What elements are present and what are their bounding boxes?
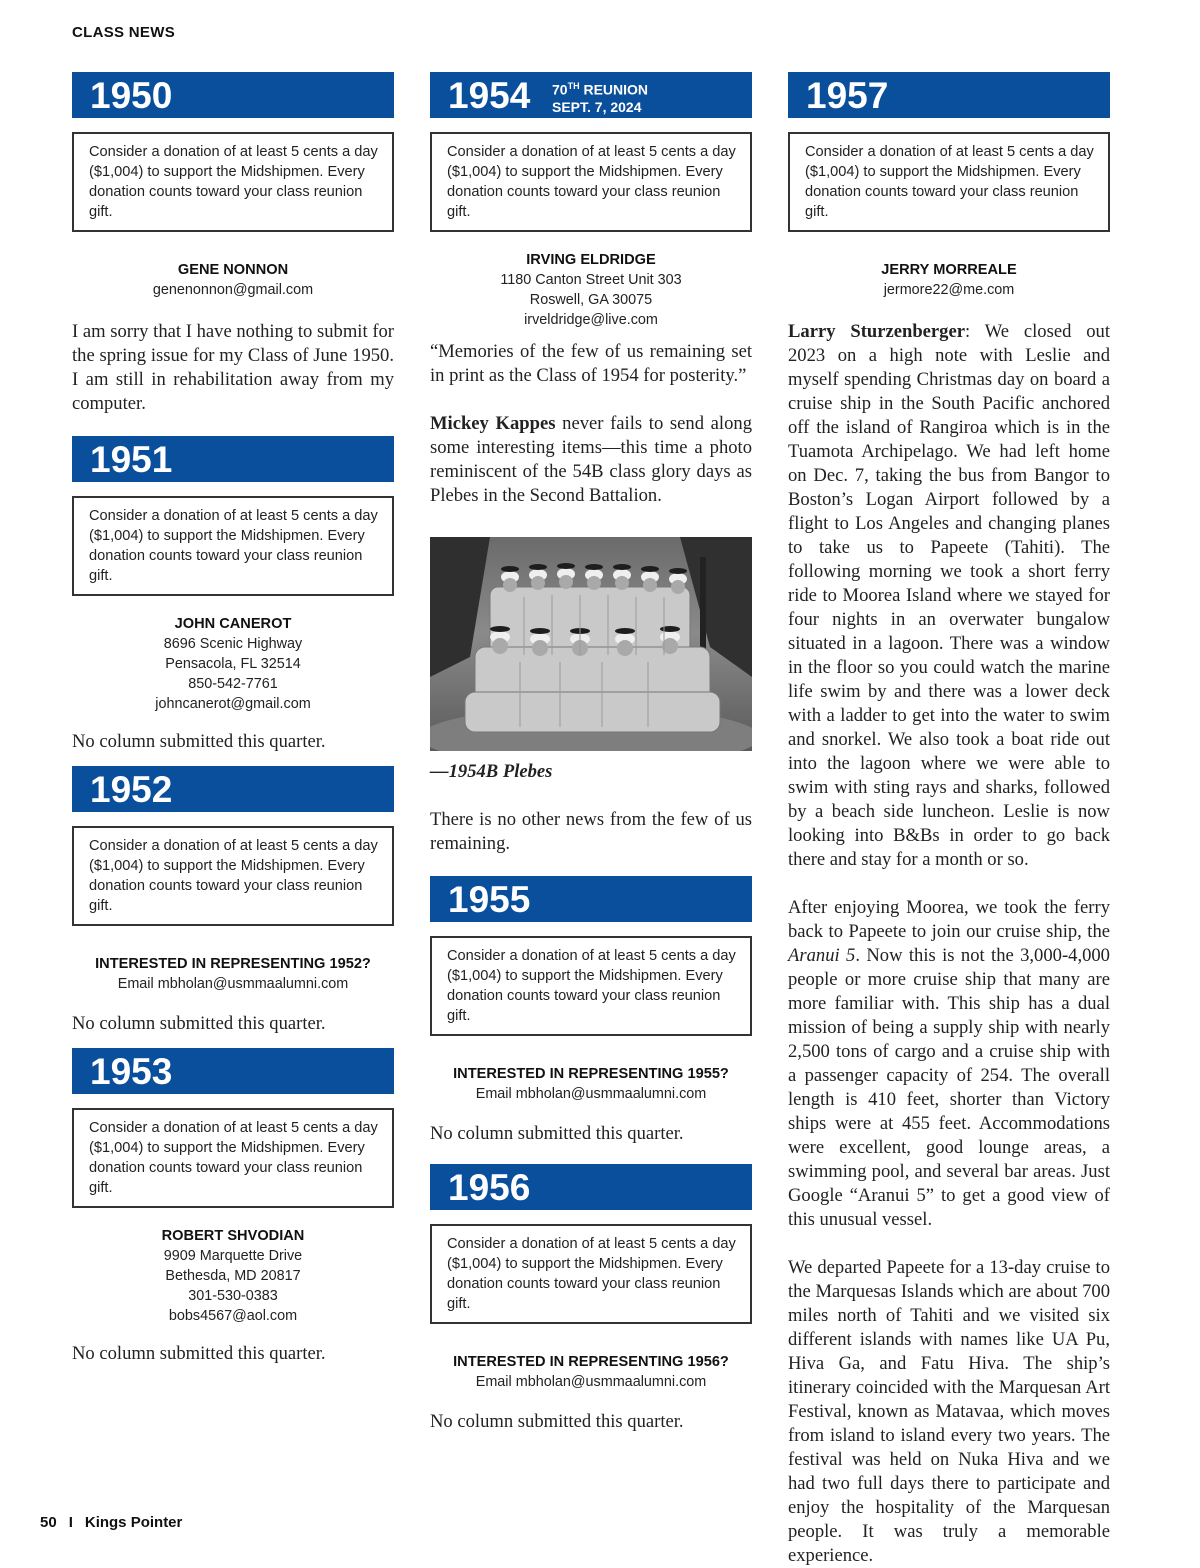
class-contact-1956 [430, 1352, 752, 1392]
contact-phone: 850-542-7761 [188, 676, 278, 692]
contact-name: ROBERT SHVODIAN [161, 1228, 305, 1244]
year-label: 1956 [448, 1167, 531, 1208]
donation-box: Consider a donation of at least 5 cents a day ($1,004) to support the Midshipmen. Every donation counts toward your class reunion gift. [72, 496, 394, 596]
reunion-suffix: TH [567, 81, 580, 91]
column-1 [72, 72, 394, 1366]
year-header-1957 [788, 72, 1110, 118]
paragraph-text: never fails to send along some interesting items—this time a photo reminiscent of the 54B class glory days as Plebes in the Second Battalion. [430, 413, 752, 506]
donation-box: Consider a donation of at least 5 cents a day ($1,004) to support the Midshipmen. Every donation counts toward your class reunion gift. [430, 132, 752, 232]
class-news-body-1950: I am sorry that I have nothing to submit for the spring issue for my Class of June 1950. I am still in rehabilitation away from my computer. [72, 321, 394, 414]
contact-address-line1: 1180 Canton Street Unit 303 [500, 272, 682, 288]
reunion-date: SEPT. 7, 2024 [552, 98, 642, 115]
year-label: 1951 [90, 439, 173, 480]
year-header-1956 [430, 1164, 752, 1210]
donation-box: Consider a donation of at least 5 cents a day ($1,004) to support the Midshipmen. Every donation counts toward your class reunion gift. [72, 1108, 394, 1208]
class-contact-1957 [788, 260, 1110, 300]
footer-separator: I [68, 1514, 73, 1531]
year-header-1953 [72, 1048, 394, 1094]
class-news-body-1952: No column submitted this quarter. [72, 1013, 326, 1034]
contact-email[interactable]: johncanerot@gmail.com [155, 696, 311, 712]
reunion-notice [552, 78, 648, 116]
contact-name: IRVING ELDRIDGE [526, 252, 656, 268]
class-news-body-1951: No column submitted this quarter. [72, 731, 326, 752]
contact-address-line2: Roswell, GA 30075 [529, 292, 653, 308]
donation-box: Consider a donation of at least 5 cents a day ($1,004) to support the Midshipmen. Every donation counts toward your class reunion gift. [72, 132, 394, 232]
column-3 [788, 72, 1110, 1568]
contact-address-line1: 8696 Scenic Highway [163, 636, 303, 652]
representative-callout: INTERESTED IN REPRESENTING 1952? [95, 956, 371, 972]
page-number: 50 [40, 1514, 57, 1531]
closing-paragraph: There is no other news from the few of us remaining. [430, 809, 752, 854]
kappes-paragraph [430, 412, 752, 508]
contact-email[interactable]: genenonnon@gmail.com [152, 282, 314, 298]
year-label: 1953 [90, 1051, 173, 1092]
contact-name: GENE NONNON [177, 262, 289, 278]
year-header-1952 [72, 766, 394, 812]
class-contact-1950 [72, 260, 394, 300]
marquesas-paragraph: We departed Papeete for a 13-day cruise to the Marquesas Islands which are about 700 miles north of Tahiti and we visited six different islands with names like UA Pu, Hiva Ga, and Fatu Hiva. The ship’s itinerary coincided with the Marquesan Art Festival, known as Matavaa, which moves from island to island every two years. The festival was held on Nuka Hiva and we had two full days there to participate and enjoy the hospitality of the Marquesan people. It was truly a memorable experience. [788, 1257, 1110, 1566]
contact-address-line2: Pensacola, FL 32514 [165, 656, 301, 672]
reunion-word: REUNION [583, 81, 649, 98]
contact-phone: 301-530-0383 [188, 1288, 278, 1304]
plebes-group-photo [430, 537, 752, 751]
year-label: 1957 [806, 75, 889, 116]
donation-box: Consider a donation of at least 5 cents a day ($1,004) to support the Midshipmen. Every donation counts toward your class reunion gift. [430, 1224, 752, 1324]
representative-callout: INTERESTED IN REPRESENTING 1956? [453, 1354, 729, 1370]
contact-address-line2: Bethesda, MD 20817 [165, 1268, 301, 1284]
reunion-ordinal: 70 [552, 81, 568, 98]
year-header-1955 [430, 876, 752, 922]
year-label: 1952 [90, 769, 173, 810]
donation-box: Consider a donation of at least 5 cents a day ($1,004) to support the Midshipmen. Every donation counts toward your class reunion gift. [72, 826, 394, 926]
person-name: Mickey Kappes [430, 413, 556, 434]
quote-paragraph: “Memories of the few of us remaining set in print as the Class of 1954 for posterity.” [430, 341, 752, 386]
representative-callout: INTERESTED IN REPRESENTING 1955? [453, 1066, 729, 1082]
contact-name: JOHN CANEROT [174, 616, 292, 632]
contact-address-line1: 9909 Marquette Drive [163, 1248, 303, 1264]
class-news-body-1953: No column submitted this quarter. [72, 1343, 326, 1364]
column-2 [430, 72, 752, 1434]
representative-email[interactable]: Email mbholan@usmmaalumni.com [117, 976, 349, 992]
year-label: 1954 [448, 75, 531, 116]
page-footer [40, 1514, 182, 1531]
sturzenberger-paragraph [788, 320, 1110, 872]
person-name: Larry Sturzenberger [788, 321, 965, 342]
class-contact-1951 [72, 614, 394, 714]
representative-email[interactable]: Email mbholan@usmmaalumni.com [475, 1374, 707, 1390]
year-label: 1955 [448, 879, 531, 920]
ship-name: Aranui 5 [788, 945, 856, 966]
paragraph-text: . Now this is not the 3,000-4,000 people or more cruise ship that many are more familiar with. This ship has a dual mission of being a supply ship with nearly 2,500 tons of cargo and a cruise ship with a passenger capacity of 254. The overall length is 410 feet, shorter than Victory ships were at 455 feet. Accommodations were excellent, good lounge areas, a swimming pool, and several bar areas. Just Google “Aranui 5” to get a good view of this unusual vessel. [788, 945, 1110, 1230]
contact-name: JERRY MORREALE [881, 262, 1017, 278]
donation-box: Consider a donation of at least 5 cents a day ($1,004) to support the Midshipmen. Every donation counts toward your class reunion gift. [430, 936, 752, 1036]
section-label: CLASS NEWS [72, 24, 176, 41]
class-news-body-1955: No column submitted this quarter. [430, 1123, 684, 1144]
paragraph-text: After enjoying Moorea, we took the ferry back to Papeete to join our cruise ship, the [788, 897, 1110, 942]
donation-box: Consider a donation of at least 5 cents a day ($1,004) to support the Midshipmen. Every donation counts toward your class reunion gift. [788, 132, 1110, 232]
class-contact-1955 [430, 1064, 752, 1104]
year-header-1954 [430, 72, 752, 118]
class-contact-1953 [72, 1226, 394, 1326]
photo-caption: —1954B Plebes [430, 761, 553, 782]
paragraph-text: : We closed out 2023 on a high note with Leslie and myself spending Christmas day on board a cruise ship in the South Pacific anchored off the island of Rangiroa which is in the Tuamota Archipelago. We had left home on Dec. 7, taking the bus from Bangor to Boston’s Logan Airport followed by a flight to Los Angeles and changing planes to take us to Papeete (Tahiti). The following morning we took a short ferry ride to Moorea Island where we stayed for four nights in an overwater bungalow situated in a lagoon. There was a window in the floor so you could watch the marine life swim by and there was a lower deck with a ladder to get into the water to swim and snorkel. We also took a boat ride out into the lagoon where we were able to swim with sting rays and sharks, followed by a beach side luncheon. Leslie is now looking into B&Bs in order to go back there and stay for a month or so. [788, 321, 1110, 870]
class-news-body-1956: No column submitted this quarter. [430, 1411, 684, 1432]
contact-email[interactable]: jermore22@me.com [883, 282, 1015, 298]
contact-email[interactable]: bobs4567@aol.com [168, 1308, 298, 1324]
class-contact-1954 [430, 250, 752, 330]
year-label: 1950 [90, 75, 173, 116]
class-contact-1952 [72, 954, 394, 994]
year-header-1951 [72, 436, 394, 482]
publication-name: Kings Pointer [84, 1514, 183, 1531]
representative-email[interactable]: Email mbholan@usmmaalumni.com [475, 1086, 707, 1102]
year-header-1950 [72, 72, 394, 118]
moorea-paragraph [788, 896, 1110, 1232]
contact-email[interactable]: irveldridge@live.com [524, 312, 658, 328]
